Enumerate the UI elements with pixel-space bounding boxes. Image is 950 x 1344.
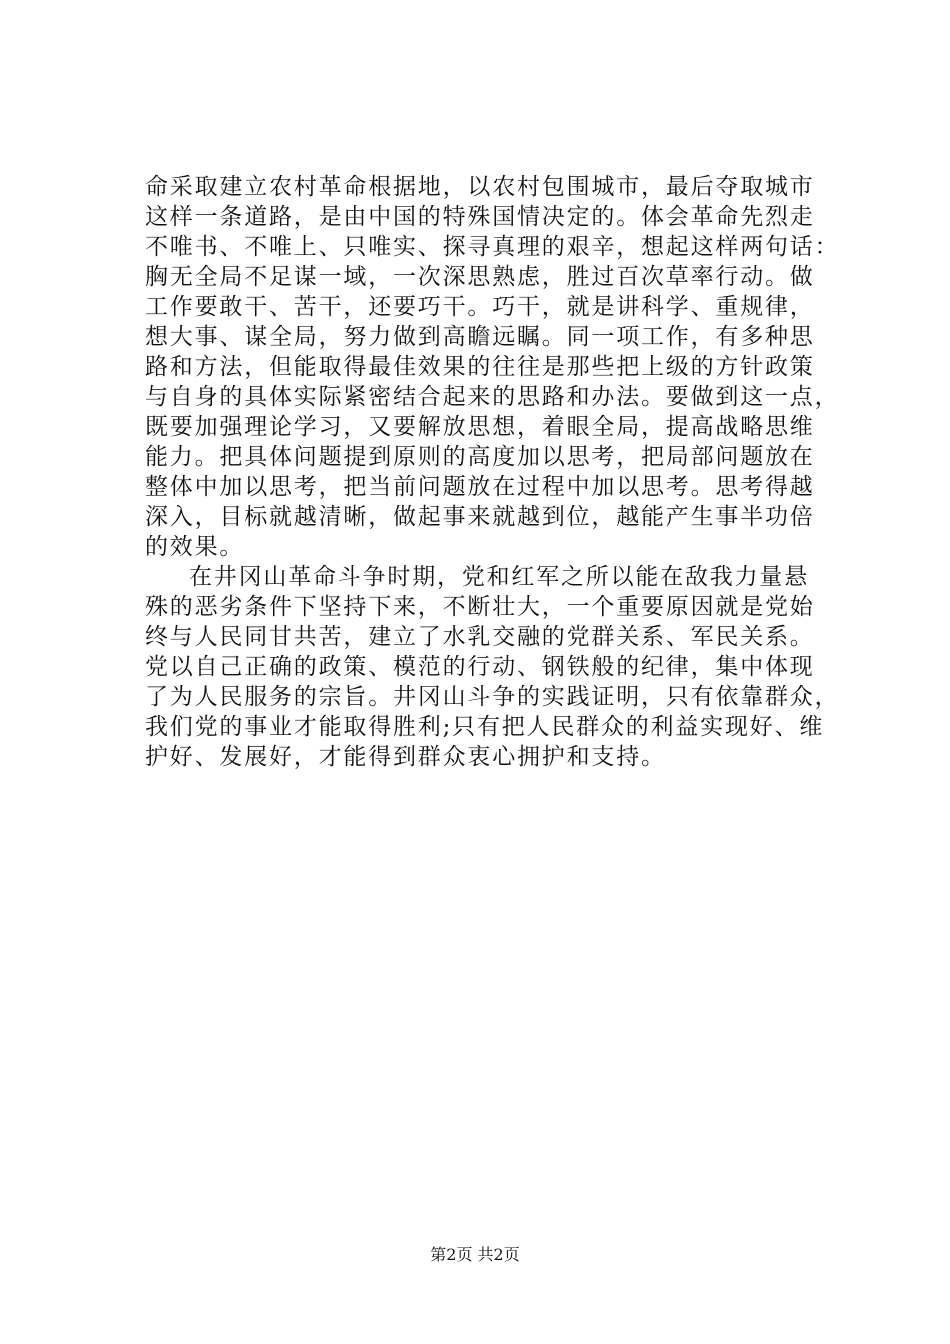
- text-line: 路和方法，但能取得最佳效果的往往是那些把上级的方针政策: [145, 354, 815, 380]
- text-line: 了为人民服务的宗旨。井冈山斗争的实践证明，只有依靠群众，: [145, 684, 840, 710]
- text-line: 不唯书、不唯上、只唯实、探寻真理的艰辛，想起这样两句话：: [145, 234, 840, 260]
- text-line: 想大事、谋全局，努力做到高瞻远瞩。同一项工作，有多种思: [145, 324, 815, 350]
- text-line: 整体中加以思考，把当前问题放在过程中加以思考。思考得越: [145, 474, 815, 500]
- text-line: 工作要敢干、苦干，还要巧干。巧干，就是讲科学、重规律，: [145, 294, 815, 320]
- text-line: 我们党的事业才能取得胜利;只有把人民群众的利益实现好、维: [145, 714, 825, 740]
- text-line: 这样一条道路，是由中国的特殊国情决定的。体会革命先烈走: [145, 204, 815, 230]
- text-line: 护好、发展好，才能得到群众衷心拥护和支持。: [145, 744, 666, 770]
- text-line: 终与人民同甘共苦，建立了水乳交融的党群关系、军民关系。: [145, 624, 815, 650]
- text-line: 殊的恶劣条件下坚持下来，不断壮大，一个重要原因就是党始: [145, 594, 815, 620]
- text-line: 在井冈山革命斗争时期，党和红军之所以能在敌我力量悬: [189, 564, 809, 590]
- page-footer: 第2页 共2页: [430, 1245, 520, 1264]
- text-line: 党以自己正确的政策、模范的行动、钢铁般的纪律，集中体现: [145, 654, 815, 680]
- text-line: 的效果。: [145, 534, 245, 560]
- body-text: [145, 172, 845, 772]
- text-line: 既要加强理论学习，又要解放思想，着眼全局，提高战略思维: [145, 414, 815, 440]
- text-line: 胸无全局不足谋一域，一次深思熟虑，胜过百次草率行动。做: [145, 264, 815, 290]
- text-line: 命采取建立农村革命根据地，以农村包围城市，最后夺取城市: [145, 174, 815, 200]
- text-line: 能力。把具体问题提到原则的高度加以思考，把局部问题放在: [145, 444, 815, 470]
- text-line: 深入，目标就越清晰，做起事来就越到位，越能产生事半功倍: [145, 504, 815, 530]
- text-line: 与自身的具体实际紧密结合起来的思路和办法。要做到这一点，: [145, 384, 840, 410]
